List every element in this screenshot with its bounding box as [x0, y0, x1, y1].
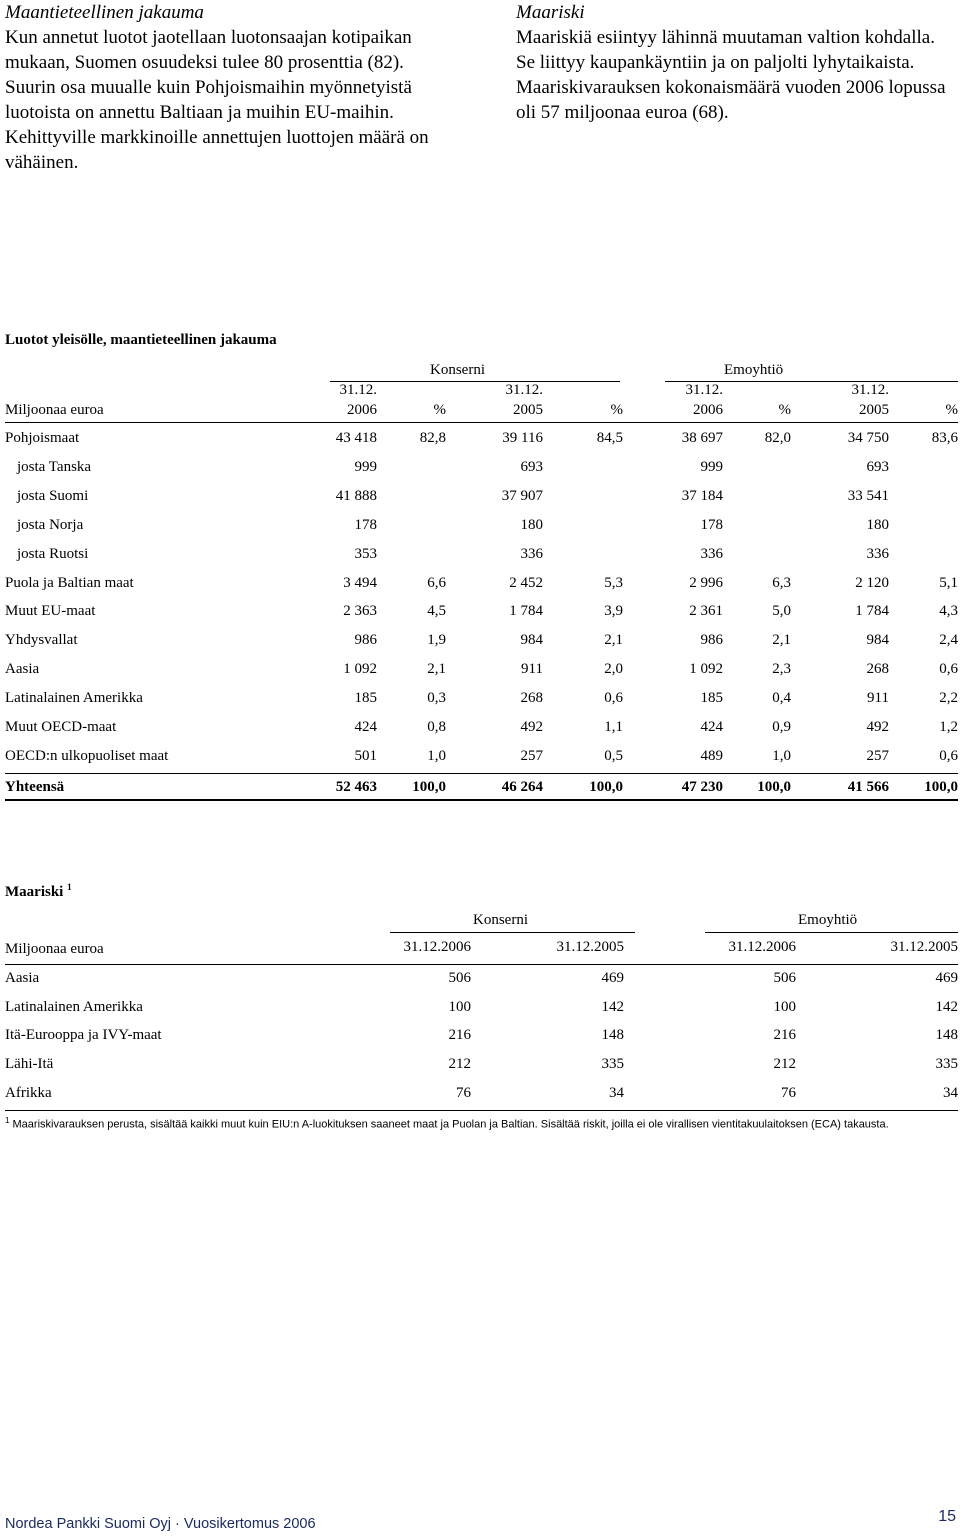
table-cell: 336	[700, 545, 723, 562]
table1-date-header-cell: 31.12.	[851, 382, 889, 398]
table-cell: 180	[520, 516, 543, 533]
table-row	[5, 601, 958, 623]
table-cell: 6,3	[772, 574, 791, 591]
table-cell: 212	[448, 1056, 471, 1073]
footnote-mark: 1	[5, 1116, 10, 1125]
table-cell: 2,4	[939, 632, 958, 649]
table-cell: 178	[354, 516, 377, 533]
table-cell: 1,0	[427, 747, 446, 764]
table-cell: 984	[520, 632, 543, 649]
table-cell: 142	[935, 998, 958, 1015]
table-cell: 424	[354, 719, 377, 735]
table1-date-header-cell: 31.12.	[685, 382, 723, 398]
table2-konserni-rule	[390, 932, 635, 933]
table-cell: 37 907	[501, 487, 543, 504]
table-cell: 2,2	[939, 690, 958, 707]
table-cell: 84,5	[596, 430, 623, 446]
row-label: Yhdysvallat	[5, 632, 78, 649]
total-label: Yhteensä	[5, 778, 65, 795]
table-cell: 0,6	[604, 690, 623, 707]
table-cell: 492	[866, 719, 889, 735]
table2-column-header-cell: 31.12.2005	[890, 939, 958, 955]
table-cell: 424	[700, 719, 723, 735]
table-cell: 34	[943, 1084, 958, 1101]
table2-column-header	[5, 937, 958, 959]
table1-group-konserni: Konserni	[430, 362, 485, 378]
row-label: Aasia	[5, 970, 40, 986]
table-cell: 986	[354, 632, 377, 649]
table-cell: 5,1	[939, 574, 958, 591]
table-cell: 43 418	[335, 430, 377, 446]
table-row	[5, 428, 958, 450]
table-cell: 6,6	[427, 574, 446, 591]
right-heading: Maariski	[516, 2, 585, 23]
table-row	[5, 630, 958, 652]
table-cell: 911	[867, 690, 889, 707]
table-cell: 41 888	[335, 487, 377, 504]
table-cell: 693	[520, 458, 543, 475]
table-cell: 353	[354, 545, 377, 562]
table-cell: 268	[520, 690, 543, 707]
table-cell: 0,9	[772, 719, 791, 735]
total-cell: 100,0	[757, 778, 791, 795]
table-row	[5, 659, 958, 681]
table-cell: 83,6	[931, 430, 958, 446]
table-cell: 185	[700, 690, 723, 707]
table2-title-text: Maariski	[5, 884, 64, 900]
table-cell: 3 494	[343, 574, 377, 591]
table-cell: 76	[781, 1084, 796, 1101]
total-cell: 52 463	[335, 778, 377, 795]
table1-year-header-cell: 2006	[693, 402, 723, 418]
table1-date-header	[5, 380, 958, 402]
table2-unit-label: Miljoonaa euroa	[5, 941, 104, 957]
table-cell: 984	[866, 632, 889, 649]
table-cell: 1,2	[939, 719, 958, 735]
total-cell: 100,0	[924, 778, 958, 795]
row-label: Puola ja Baltian maat	[5, 574, 134, 591]
table-cell: 492	[520, 719, 543, 735]
total-cell: 100,0	[412, 778, 446, 795]
table-cell: 0,5	[604, 747, 623, 764]
table1-pct-header-cell: %	[778, 402, 791, 418]
table-cell: 336	[866, 545, 889, 562]
table-cell: 0,8	[427, 719, 446, 735]
table-row	[5, 544, 958, 566]
table-cell: 5,3	[604, 574, 623, 591]
table2-title-footnote-mark: 1	[67, 882, 72, 892]
right-paragraph: Maariskiä esiintyy lähinnä muutaman valtion kohdalla. Se liittyy kaupankäyntiin ja on paljolti lyhytaikaista. Maariskivarauksen kokonaismäärä vuoden 2006 lopussa oli 57 miljoonaa euroa (68).	[516, 27, 946, 123]
table-row	[5, 997, 958, 1019]
table-cell: 335	[601, 1056, 624, 1073]
table-cell: 2,1	[772, 632, 791, 649]
table-cell: 76	[456, 1084, 471, 1101]
table-cell: 469	[935, 970, 958, 986]
table-cell: 2,0	[604, 661, 623, 678]
table-cell: 0,3	[427, 690, 446, 707]
table1-year-header-cell: 2006	[347, 402, 377, 418]
table-cell: 39 116	[502, 430, 543, 446]
table-row	[5, 1025, 958, 1047]
table-cell: 100	[773, 998, 796, 1015]
table2-emoyhtio-rule	[705, 932, 958, 933]
table-cell: 1,9	[427, 632, 446, 649]
table2-header-rule	[5, 964, 958, 965]
table1-bottom-rule	[5, 799, 958, 801]
table-cell: 1,0	[772, 747, 791, 764]
table1-pct-header-cell: %	[945, 402, 958, 418]
row-label: OECD:n ulkopuoliset maat	[5, 747, 169, 764]
table-cell: 4,3	[939, 603, 958, 620]
table-cell: 999	[700, 458, 723, 475]
table-cell: 257	[520, 747, 543, 764]
table-row	[5, 1083, 958, 1105]
right-text-column	[516, 0, 956, 125]
table1-unit-label: Miljoonaa euroa	[5, 402, 104, 418]
table-row	[5, 746, 958, 768]
table-cell: 82,0	[764, 430, 791, 446]
table1-pct-header-cell: %	[433, 402, 446, 418]
total-cell: 47 230	[681, 778, 723, 795]
table-cell: 82,8	[419, 430, 446, 446]
table-cell: 5,0	[772, 603, 791, 620]
row-label: josta Tanska	[17, 458, 92, 475]
table-cell: 212	[773, 1056, 796, 1073]
table-cell: 178	[700, 516, 723, 533]
row-label: josta Ruotsi	[17, 545, 89, 562]
table-cell: 1 784	[509, 603, 543, 620]
table-cell: 3,9	[604, 603, 623, 620]
table1-total-rule	[5, 773, 958, 774]
table-row	[5, 1054, 958, 1076]
left-text-column	[5, 0, 445, 175]
table-cell: 216	[448, 1027, 471, 1044]
table-cell: 2,1	[604, 632, 623, 649]
table1-year-header-cell: 2005	[859, 402, 889, 418]
table-cell: 2 120	[855, 574, 889, 591]
table-cell: 335	[935, 1056, 958, 1073]
table-row	[5, 968, 958, 990]
table-row	[5, 688, 958, 710]
table-cell: 911	[521, 661, 543, 678]
table-cell: 2 363	[343, 603, 377, 620]
total-cell: 100,0	[589, 778, 623, 795]
table-cell: 1 784	[855, 603, 889, 620]
table1-group-emoyhtio: Emoyhtiö	[724, 362, 784, 378]
table1-header-rule	[5, 422, 958, 423]
row-label: Pohjoismaat	[5, 430, 80, 446]
table1-date-header-cell: 31.12.	[339, 382, 377, 398]
table1-total-row	[5, 777, 958, 799]
table-cell: 33 541	[847, 487, 889, 504]
loans-geographic-table	[5, 330, 958, 810]
table-cell: 2 452	[509, 574, 543, 591]
left-heading: Maantieteellinen jakauma	[5, 2, 204, 23]
row-label: Lähi-Itä	[5, 1056, 54, 1073]
total-cell: 41 566	[847, 778, 889, 795]
row-label: Afrikka	[5, 1084, 52, 1101]
table-cell: 2,1	[427, 661, 446, 678]
table-row	[5, 573, 958, 595]
table-cell: 0,4	[772, 690, 791, 707]
table-row	[5, 486, 958, 508]
table-row	[5, 457, 958, 479]
table-cell: 2 361	[689, 603, 723, 620]
table-cell: 216	[773, 1027, 796, 1044]
table-cell: 2,3	[772, 661, 791, 678]
table1-date-header-cell: 31.12.	[505, 382, 543, 398]
table-cell: 0,6	[939, 747, 958, 764]
table-cell: 336	[520, 545, 543, 562]
table-cell: 489	[700, 747, 723, 764]
row-label: Latinalainen Amerikka	[5, 998, 143, 1015]
table-cell: 268	[866, 661, 889, 678]
table-cell: 1 092	[689, 661, 723, 678]
table-cell: 986	[700, 632, 723, 649]
table-cell: 180	[866, 516, 889, 533]
table2-column-header-cell: 31.12.2005	[556, 939, 624, 955]
table1-group-header	[5, 360, 958, 382]
table2-group-emoyhtio: Emoyhtiö	[798, 912, 858, 928]
table-cell: 469	[601, 970, 624, 986]
page-footer: Nordea Pankki Suomi Oyj · Vuosikertomus 2006	[5, 1516, 316, 1532]
table2-bottom-rule	[5, 1110, 958, 1111]
table-cell: 34 750	[847, 430, 889, 446]
table1-year-header	[5, 400, 958, 422]
table-cell: 0,6	[939, 661, 958, 678]
table-cell: 501	[354, 747, 377, 764]
table-cell: 257	[866, 747, 889, 764]
table2-column-header-cell: 31.12.2006	[403, 939, 471, 955]
page-number: 15	[938, 1508, 956, 1525]
table-cell: 4,5	[427, 603, 446, 620]
table-cell: 185	[354, 690, 377, 707]
table-cell: 1 092	[343, 661, 377, 678]
table-cell: 148	[601, 1027, 624, 1044]
table-cell: 506	[773, 970, 796, 986]
table-cell: 148	[935, 1027, 958, 1044]
row-label: josta Norja	[17, 516, 84, 533]
table2-title	[5, 882, 72, 901]
row-label: josta Suomi	[17, 487, 89, 504]
country-risk-table	[5, 880, 958, 1110]
table-cell: 34	[609, 1084, 624, 1101]
table-cell: 38 697	[681, 430, 723, 446]
table2-group-header	[5, 910, 958, 932]
table-row	[5, 717, 958, 739]
table-cell: 142	[601, 998, 624, 1015]
table-cell: 999	[354, 458, 377, 475]
table1-pct-header-cell: %	[610, 402, 623, 418]
table1-year-header-cell: 2005	[513, 402, 543, 418]
table-cell: 1,1	[604, 719, 623, 735]
row-label: Muut OECD-maat	[5, 719, 117, 735]
row-label: Latinalainen Amerikka	[5, 690, 143, 707]
table-cell: 100	[448, 998, 471, 1015]
table-cell: 506	[448, 970, 471, 986]
table2-group-konserni: Konserni	[473, 912, 528, 928]
footnote	[5, 1114, 958, 1132]
table-cell: 37 184	[681, 487, 723, 504]
table1-title: Luotot yleisölle, maantieteellinen jakauma	[5, 332, 277, 348]
left-paragraph: Kun annetut luotot jaotellaan luotonsaajan kotipaikan mukaan, Suomen osuudeksi tulee 80 prosenttia (82). Suurin osa muualle kuin Pohjoismaihin myönnetyistä luotoista on annettu Baltiaan ja muihin EU-maihin. Kehittyville markkinoille annettujen luottojen määrä on vähäinen.	[5, 27, 429, 173]
table-cell: 2 996	[689, 574, 723, 591]
row-label: Itä-Eurooppa ja IVY-maat	[5, 1027, 162, 1044]
table-cell: 693	[866, 458, 889, 475]
row-label: Aasia	[5, 661, 40, 678]
row-label: Muut EU-maat	[5, 603, 96, 620]
footnote-text: Maariskivarauksen perusta, sisältää kaikki muut kuin EIU:n A-luokituksen saaneet maat ja Puolan ja Baltian. Sisältää riskit, joilla ei ole virallisen vientitakuulaitoksen (ECA) takausta.	[12, 1118, 889, 1131]
table2-column-header-cell: 31.12.2006	[728, 939, 796, 955]
total-cell: 46 264	[501, 778, 543, 795]
table-row	[5, 515, 958, 537]
